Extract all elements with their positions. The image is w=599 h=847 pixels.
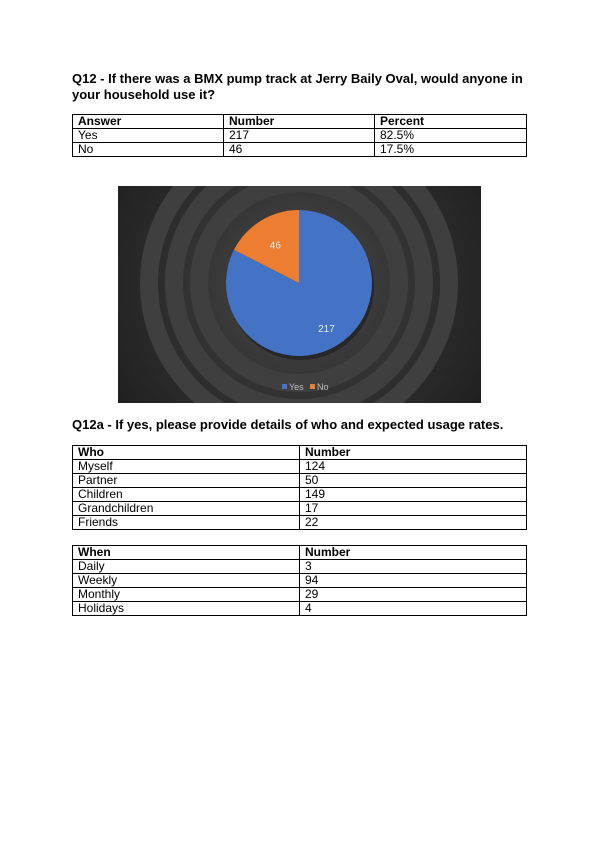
cell-when: Monthly: [73, 588, 300, 602]
who-table: [72, 445, 527, 530]
legend-label-yes: Yes: [289, 382, 304, 392]
table-row: [73, 574, 527, 588]
cell-number: 46: [224, 143, 375, 157]
legend-swatch-no: [310, 384, 315, 389]
cell-who: Grandchildren: [73, 502, 300, 516]
table-row: [73, 129, 527, 143]
header-who: Who: [73, 446, 300, 460]
cell-answer: Yes: [73, 129, 224, 143]
table-row: [73, 502, 527, 516]
table-header-row: [73, 446, 527, 460]
table-row: [73, 143, 527, 157]
cell-when: Holidays: [73, 602, 300, 616]
table-row: [73, 488, 527, 502]
cell-who: Partner: [73, 474, 300, 488]
cell-number: 149: [300, 488, 527, 502]
table-header-row: [73, 115, 527, 129]
cell-number: 4: [300, 602, 527, 616]
cell-when: Weekly: [73, 574, 300, 588]
answer-table: [72, 114, 527, 157]
cell-who: Myself: [73, 460, 300, 474]
table-row: [73, 602, 527, 616]
cell-number: 29: [300, 588, 527, 602]
header-number: Number: [300, 546, 527, 560]
table-row: [73, 560, 527, 574]
header-percent: Percent: [375, 115, 527, 129]
when-table: [72, 545, 527, 616]
header-number: Number: [224, 115, 375, 129]
cell-number: 124: [300, 460, 527, 474]
header-answer: Answer: [73, 115, 224, 129]
table-row: [73, 474, 527, 488]
legend-swatch-yes: [282, 384, 287, 389]
table-row: [73, 516, 527, 530]
cell-when: Daily: [73, 560, 300, 574]
cell-percent: 82.5%: [375, 129, 527, 143]
header-number: Number: [300, 446, 527, 460]
data-label-no: 46: [269, 240, 281, 252]
table-row: [73, 460, 527, 474]
cell-number: 22: [300, 516, 527, 530]
cell-number: 217: [224, 129, 375, 143]
q12-heading: Q12 - If there was a BMX pump track at Jerry Baily Oval, would anyone in your household use it?: [72, 71, 523, 102]
header-when: When: [73, 546, 300, 560]
cell-number: 17: [300, 502, 527, 516]
cell-number: 94: [300, 574, 527, 588]
cell-who: Friends: [73, 516, 300, 530]
cell-number: 50: [300, 474, 527, 488]
pie-chart-svg: [118, 186, 481, 403]
cell-percent: 17.5%: [375, 143, 527, 157]
cell-who: Children: [73, 488, 300, 502]
legend-label-no: No: [317, 382, 329, 392]
q12a-heading: Q12a - If yes, please provide details of who and expected usage rates.: [72, 417, 504, 432]
cell-number: 3: [300, 560, 527, 574]
pie-chart: [118, 186, 481, 403]
table-row: [73, 588, 527, 602]
table-header-row: [73, 546, 527, 560]
cell-answer: No: [73, 143, 224, 157]
data-label-yes: 217: [318, 323, 335, 335]
